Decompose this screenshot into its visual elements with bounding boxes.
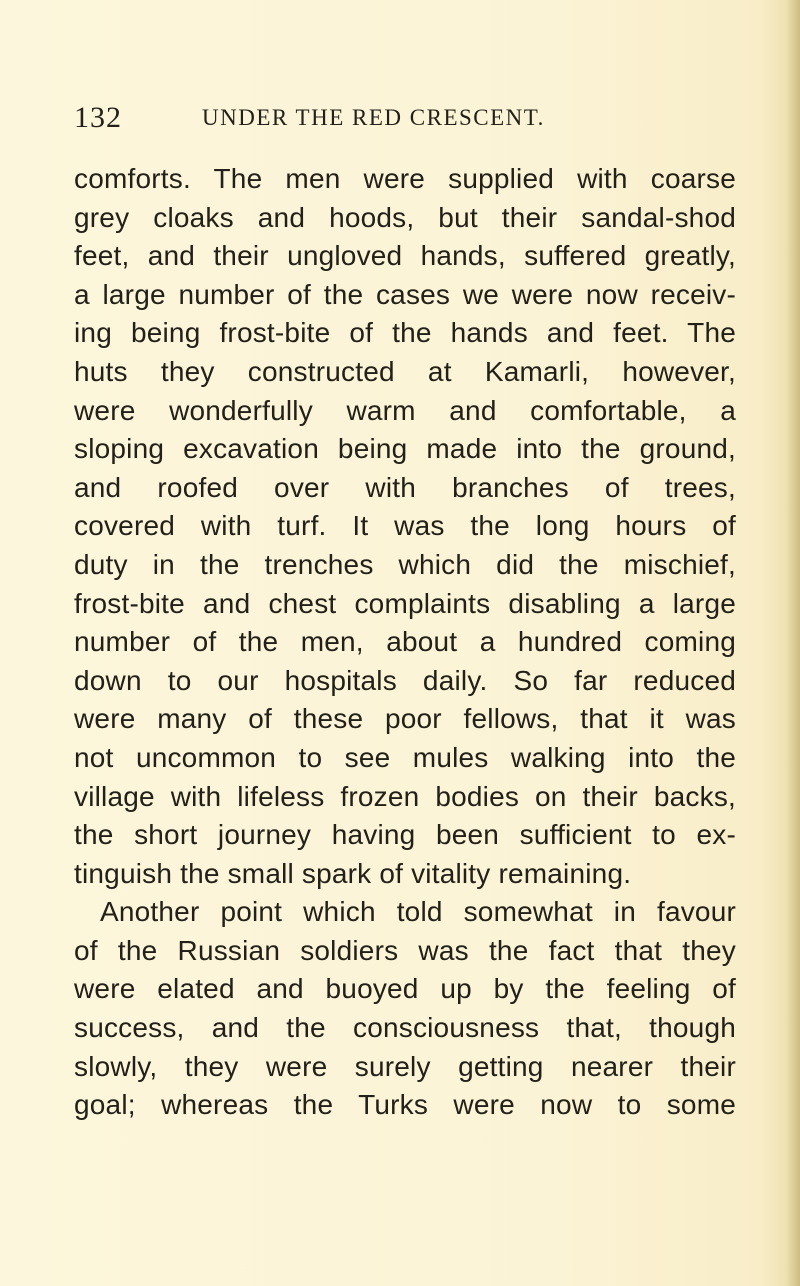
text-line: a large number of the cases we were now receiv- xyxy=(74,278,736,310)
text-line: number of the men, about a hundred coming xyxy=(74,626,736,658)
text-line: not uncommon to see mules walking into the xyxy=(74,741,736,773)
text-line: duty in the trenches which did the mischief, xyxy=(74,548,736,580)
text-line: success, and the consciousness that, though xyxy=(74,1012,736,1044)
text-line: were elated and buoyed up by the feeling of xyxy=(74,973,736,1005)
running-head: UNDER THE RED CRESCENT. xyxy=(202,105,545,130)
text-line: covered with turf. It was the long hours of xyxy=(74,510,736,542)
body-text xyxy=(74,160,736,1125)
text-line: down to our hospitals daily. So far reduced xyxy=(74,664,736,696)
page-header xyxy=(74,98,734,138)
text-line: grey cloaks and hoods, but their sandal-shod xyxy=(74,201,736,233)
text-line: comforts. The men were supplied with coarse xyxy=(74,163,736,194)
text-line: sloping excavation being made into the ground, xyxy=(74,433,736,465)
text-line: were many of these poor fellows, that it was xyxy=(74,703,736,735)
page-number: 132 xyxy=(74,101,122,134)
text-line: frost-bite and chest complaints disabling a large xyxy=(74,587,736,619)
text-line: were wonderfully warm and comfortable, a xyxy=(74,394,736,426)
text-line: feet, and their ungloved hands, suffered greatly, xyxy=(74,240,736,272)
paragraph-last-line: tinguish the small spark of vitality remaining. xyxy=(74,857,632,889)
text-line: of the Russian soldiers was the fact that they xyxy=(74,934,736,966)
page-edge-shadow xyxy=(786,0,800,1286)
text-line: slowly, they were surely getting nearer their xyxy=(74,1050,736,1082)
text-line: goal; whereas the Turks were now to some xyxy=(74,1089,736,1121)
paragraph-first-line: Another point which told somewhat in favour xyxy=(100,896,736,928)
text-line: village with lifeless frozen bodies on their backs, xyxy=(74,780,736,812)
text-line: ing being frost-bite of the hands and feet. The xyxy=(74,317,736,349)
text-line: the short journey having been sufficient to ex- xyxy=(74,819,736,851)
text-line: and roofed over with branches of trees, xyxy=(74,471,736,503)
text-line: huts they constructed at Kamarli, however, xyxy=(74,355,736,387)
